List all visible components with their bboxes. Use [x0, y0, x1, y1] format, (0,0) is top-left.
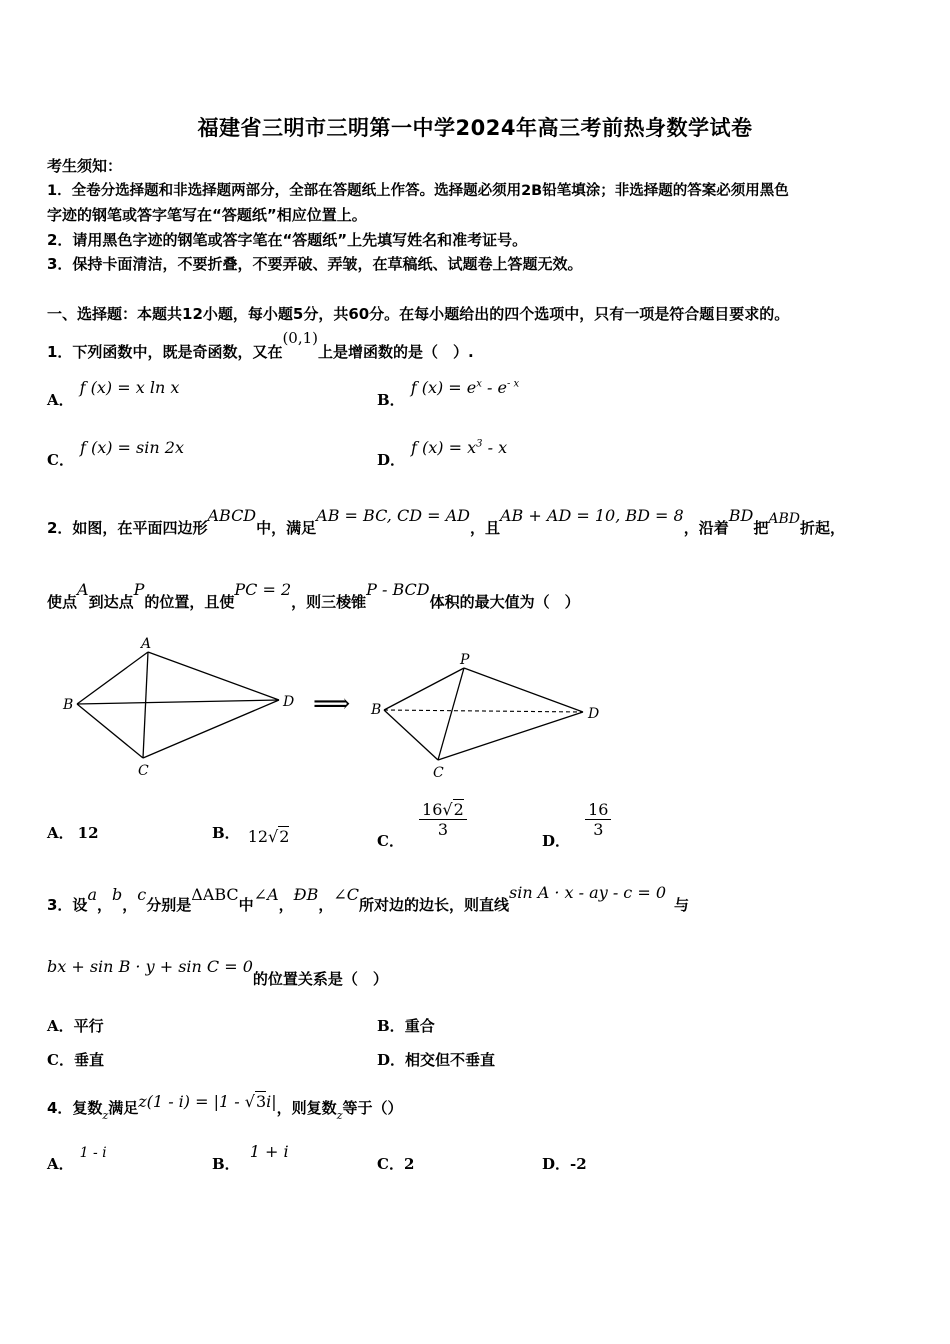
q3-stem-line2: bx + sin B · y + sin C = 0的位置关系是（ ）: [47, 957, 388, 988]
label-P: P: [460, 652, 470, 668]
q3-option-d[interactable]: D．相交但不垂直: [377, 1051, 496, 1069]
q1-option-b[interactable]: B．f $(x) = e^x - e^{- x}$: [377, 378, 520, 409]
q2-stem-line1: 2．如图，在平面四边形ABCD中，满足AB = BC, CD = AD，且AB + AD = 10, BD = 8，沿着BD把ABD折起，: [47, 506, 845, 537]
notice-heading: 考生须知：: [47, 157, 123, 175]
label-C-right: C: [433, 765, 444, 780]
notice-line-1a: 1．全卷分选择题和非选择题两部分，全部在答题纸上作答。选择题必须用2B铅笔填涂；非选择题的答案必须用黑色: [47, 183, 789, 199]
right-tetrahedron: [370, 652, 599, 780]
q1-option-d[interactable]: D．f $(x) = x^3 - x$: [377, 438, 508, 469]
notice-line-1b: 字迹的钢笔或答字笔写在“答题纸”相应位置上。: [47, 206, 367, 224]
label-B-right: B: [371, 702, 382, 718]
fold-arrow: ⟹: [313, 689, 351, 719]
q4-option-a[interactable]: A．1 - i: [47, 1145, 107, 1173]
q1-stem: 1．下列函数中，既是奇函数，又在(0,1)上是增函数的是（ ）.: [47, 329, 474, 361]
q1-interval: (0,1): [282, 329, 319, 347]
page-title: 福建省三明市三明第一中学2024年高三考前热身数学试卷: [197, 116, 753, 140]
q3-option-b[interactable]: B．重合: [377, 1017, 435, 1035]
q1-option-c[interactable]: C．f (x) = sin 2x: [47, 438, 184, 469]
q2-figure: [55, 630, 615, 780]
q2-option-d[interactable]: D． $\frac{16}{3}$: [542, 800, 611, 839]
label-A: A: [141, 636, 152, 652]
notice-line-3: 3．保持卡面清洁，不要折叠，不要弄破、弄皱，在草稿纸、试题卷上答题无效。: [47, 255, 583, 273]
q2-stem-line2: 使点A到达点P的位置，且使PC = 2，则三棱锥P - BCD体积的最大值为（ ）: [47, 580, 580, 611]
notice-line-2: 2．请用黑色字迹的钢笔或答字笔在“答题纸”上先填写姓名和准考证号。: [47, 231, 528, 249]
q2-option-b[interactable]: B． 12√2: [212, 824, 290, 846]
label-D-right: D: [588, 706, 600, 722]
q4-option-c[interactable]: C．2: [377, 1155, 415, 1173]
label-D-left: D: [283, 694, 295, 710]
q4-option-b[interactable]: B．1 + i: [212, 1142, 289, 1173]
label-C-left: C: [138, 763, 149, 779]
q4-stem: 4．复数$_z$满足z(1 - i) = |1 - √3i|，则复数$_z$等于（）: [47, 1092, 403, 1122]
label-B-left: B: [63, 697, 74, 713]
q2-option-a[interactable]: A． 12: [47, 824, 99, 842]
q1-option-a[interactable]: A．f (x) = x ln x: [47, 378, 180, 409]
section-heading: 一、选择题：本题共12小题，每小题5分，共60分。在每小题给出的四个选项中，只有一项是符合题目要求的。: [47, 305, 790, 323]
q3-option-c[interactable]: C．垂直: [47, 1051, 104, 1069]
q2-option-c[interactable]: C． $\frac{16√2}{3}$: [377, 800, 467, 839]
q4-option-d[interactable]: D．-2: [542, 1155, 587, 1173]
left-quadrilateral: [62, 636, 294, 779]
q3-option-a[interactable]: A．平行: [47, 1017, 104, 1035]
q3-stem-line1: 3．设a，b，c分别是ΔABC中∠A，ÐB，∠C所对边的边长，则直线sin A · x - ay - c = 0与: [47, 883, 690, 914]
